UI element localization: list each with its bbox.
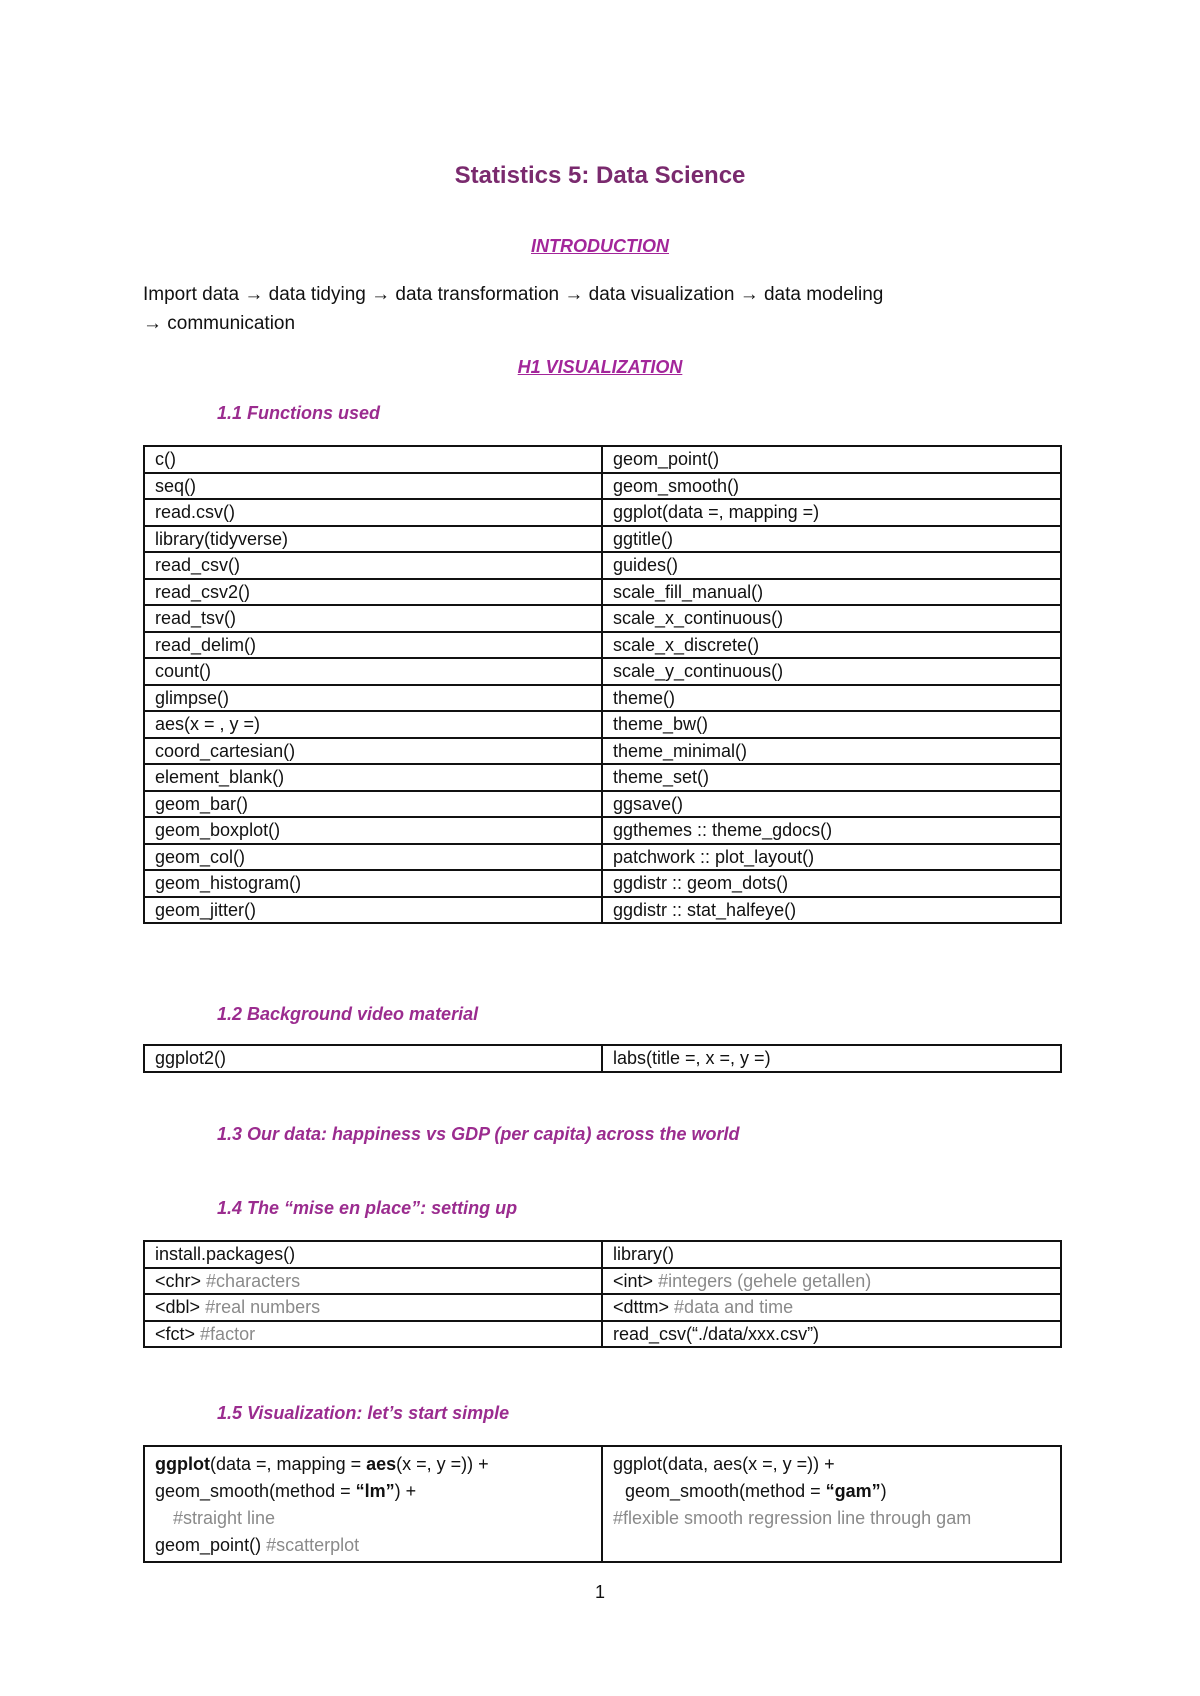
table-cell: geom_jitter() [144, 897, 602, 924]
table-cell: patchwork :: plot_layout() [602, 844, 1061, 871]
code-comment: #data and time [674, 1297, 794, 1317]
table-cell: read_csv() [144, 552, 602, 579]
table-cell: ggtitle() [602, 526, 1061, 553]
table-row [144, 791, 1061, 818]
table-cell: scale_y_continuous() [602, 658, 1061, 685]
code-line [613, 1478, 1050, 1505]
code-keyword: aes [366, 1454, 397, 1474]
setup-table [143, 1240, 1062, 1348]
table-cell: ggdistr :: stat_halfeye() [602, 897, 1061, 924]
code-block-gam [602, 1446, 1061, 1562]
table-cell: install.packages() [144, 1241, 602, 1268]
table-row [144, 552, 1061, 579]
table-cell [144, 1268, 602, 1295]
functions-used-table [143, 445, 1062, 924]
section-1-2-heading: 1.2 Background video material [217, 1004, 479, 1024]
table-cell: ggplot2() [144, 1045, 602, 1072]
page-title: Statistics 5: Data Science [454, 162, 746, 189]
type-code: <dttm> [613, 1297, 670, 1317]
code-line [155, 1478, 591, 1505]
type-code: <fct> [155, 1323, 196, 1344]
table-row [144, 658, 1061, 685]
table-cell: ggplot(data =, mapping =) [602, 499, 1061, 526]
table-cell: read_csv(“./data/xxx.csv”) [602, 1321, 1061, 1348]
type-code: <int> [613, 1270, 654, 1291]
table-cell [144, 1294, 602, 1321]
table-row [144, 897, 1061, 924]
code-text: (x =, y =)) + [396, 1454, 489, 1474]
table-cell [144, 1321, 602, 1348]
table-cell: geom_point() [602, 446, 1061, 473]
table-cell [602, 1268, 1061, 1295]
table-cell: theme_bw() [602, 711, 1061, 738]
table-row [144, 711, 1061, 738]
intro-heading: INTRODUCTION [531, 236, 669, 256]
table-row [144, 1241, 1061, 1268]
table-row [144, 1321, 1061, 1348]
table-cell: element_blank() [144, 764, 602, 791]
code-comment: #factor [200, 1323, 256, 1344]
table-cell [602, 1294, 1061, 1321]
table-row [144, 738, 1061, 765]
code-text: geom_smooth(method = [625, 1481, 826, 1501]
table-cell: ggthemes :: theme_gdocs() [602, 817, 1061, 844]
table-row [144, 1045, 1061, 1072]
code-comment: #scatterplot [266, 1535, 360, 1555]
table-row [144, 817, 1061, 844]
code-comment: #characters [206, 1270, 301, 1291]
section-1-3-heading: 1.3 Our data: happiness vs GDP (per capita) across the world [217, 1124, 740, 1144]
code-text: ) + [394, 1481, 417, 1501]
code-comment: #flexible smooth regression line through gam [613, 1508, 972, 1528]
code-keyword: ggplot [155, 1454, 210, 1474]
table-cell: geom_bar() [144, 791, 602, 818]
table-cell: geom_histogram() [144, 870, 602, 897]
table-cell: scale_fill_manual() [602, 579, 1061, 606]
table-cell: geom_smooth() [602, 473, 1061, 500]
code-comment: #straight line [173, 1508, 276, 1528]
code-text: geom_point() [155, 1535, 262, 1555]
table-cell: count() [144, 658, 602, 685]
h1-heading: H1 VISUALIZATION [517, 357, 683, 377]
intro-flow-line-2: → communication [143, 313, 296, 334]
code-line: ggplot(data, aes(x =, y =)) + [613, 1454, 835, 1474]
table-row [144, 844, 1061, 871]
code-keyword: “lm” [355, 1481, 395, 1501]
code-line [155, 1451, 591, 1478]
visualization-code-table [143, 1445, 1062, 1563]
table-row [144, 499, 1061, 526]
table-cell: read.csv() [144, 499, 602, 526]
table-cell: seq() [144, 473, 602, 500]
table-row [144, 579, 1061, 606]
table-row [144, 526, 1061, 553]
table-cell: c() [144, 446, 602, 473]
code-comment: #integers (gehele getallen) [658, 1270, 872, 1291]
table-cell: guides() [602, 552, 1061, 579]
table-row [144, 870, 1061, 897]
code-keyword: “gam” [825, 1481, 881, 1501]
code-comment: #real numbers [205, 1297, 321, 1317]
code-block-lm [144, 1446, 602, 1562]
table-row [144, 1268, 1061, 1295]
table-cell: scale_x_discrete() [602, 632, 1061, 659]
table-row [144, 632, 1061, 659]
table-cell: theme_set() [602, 764, 1061, 791]
table-cell: library(tidyverse) [144, 526, 602, 553]
table-row [144, 473, 1061, 500]
code-line [155, 1532, 591, 1559]
table-row [144, 446, 1061, 473]
table-row [144, 685, 1061, 712]
table-cell: labs(title =, x =, y =) [602, 1045, 1061, 1072]
section-1-5-heading: 1.5 Visualization: let’s start simple [217, 1403, 510, 1423]
table-row [144, 764, 1061, 791]
table-cell: read_tsv() [144, 605, 602, 632]
table-cell: library() [602, 1241, 1061, 1268]
table-cell: geom_col() [144, 844, 602, 871]
table-row [144, 1294, 1061, 1321]
type-code: <dbl> [155, 1297, 201, 1317]
table-cell: read_csv2() [144, 579, 602, 606]
intro-flow [143, 280, 1023, 338]
table-cell: read_delim() [144, 632, 602, 659]
table-row [144, 605, 1061, 632]
code-text: ) [880, 1481, 887, 1501]
code-text: (data =, mapping = [209, 1454, 367, 1474]
table-cell: coord_cartesian() [144, 738, 602, 765]
table-cell: scale_x_continuous() [602, 605, 1061, 632]
section-1-4-heading: 1.4 The “mise en place”: setting up [217, 1198, 518, 1218]
table-cell: ggsave() [602, 791, 1061, 818]
table-cell: geom_boxplot() [144, 817, 602, 844]
table-cell: theme() [602, 685, 1061, 712]
table-row [144, 1446, 1061, 1562]
code-text: geom_smooth(method = [155, 1481, 356, 1501]
table-cell: theme_minimal() [602, 738, 1061, 765]
background-video-table [143, 1044, 1062, 1073]
section-1-1-heading: 1.1 Functions used [217, 403, 381, 423]
intro-flow-line-1: Import data → data tidying → data transformation → data visualization → data modeling [143, 284, 884, 305]
page-number: 1 [594, 1582, 605, 1602]
table-cell: aes(x = , y =) [144, 711, 602, 738]
type-code: <chr> [155, 1270, 202, 1291]
table-cell: glimpse() [144, 685, 602, 712]
table-cell: ggdistr :: geom_dots() [602, 870, 1061, 897]
